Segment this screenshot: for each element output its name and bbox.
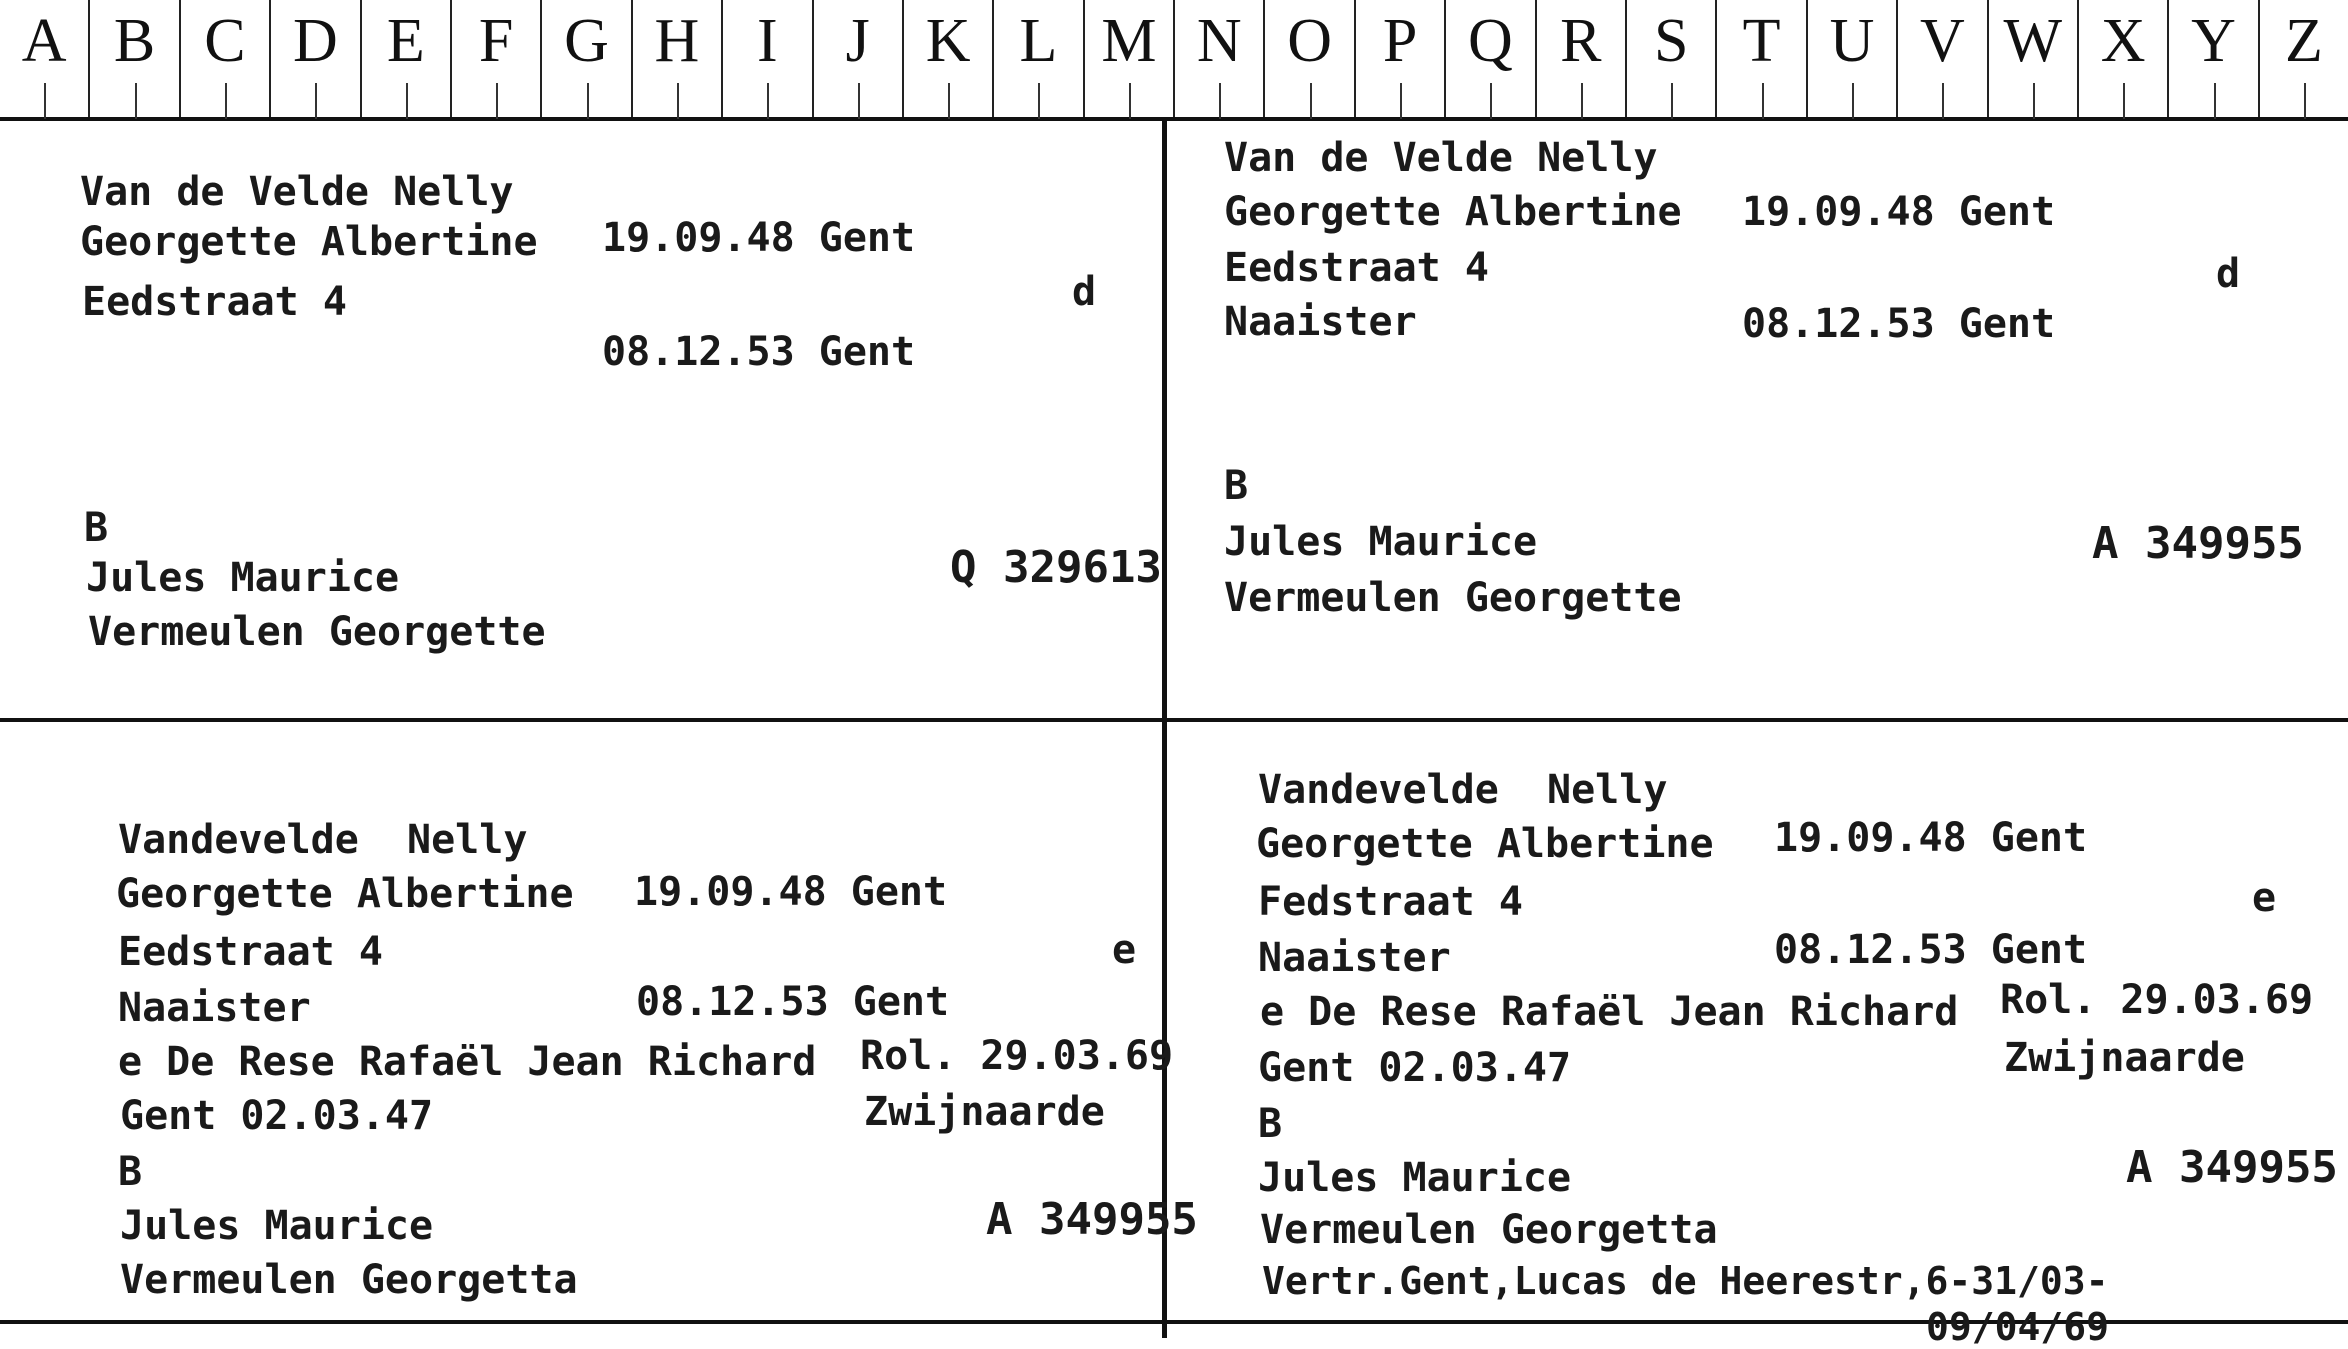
card-name: Vandevelde Nelly	[118, 817, 528, 863]
index-tab-r: R	[1537, 0, 1627, 117]
index-tab-a: A	[0, 0, 90, 117]
card-father: Jules Maurice	[86, 555, 400, 601]
card-given-names: Georgette Albertine	[116, 871, 574, 917]
alphabet-index-strip	[0, 0, 2348, 121]
card-number: Q 329613	[950, 542, 1162, 593]
index-tab-w: W	[1989, 0, 2079, 117]
index-tab-l: L	[994, 0, 1084, 117]
index-tab-p: P	[1356, 0, 1446, 117]
index-tab-z: Z	[2260, 0, 2348, 117]
index-tab-k: K	[904, 0, 994, 117]
index-tab-h: H	[633, 0, 723, 117]
card-number: A 349955	[2126, 1142, 2338, 1193]
index-tab-i: I	[723, 0, 813, 117]
card-occupation: Naaister	[1258, 935, 1451, 981]
card-place: Zwijnaarde	[2004, 1035, 2245, 1081]
card-father: Jules Maurice	[1258, 1155, 1572, 1201]
card-mark: e	[2252, 875, 2277, 921]
card-departure: Vertr.Gent,Lucas de Heerestr,6-31/03-	[1262, 1259, 2109, 1303]
index-tab-c: C	[181, 0, 271, 117]
card-spouse: e De Rese Rafaël Jean Richard	[118, 1039, 817, 1085]
card-name: Van de Velde Nelly	[1224, 135, 1658, 181]
card-birth: 19.09.48 Gent	[1774, 815, 2088, 861]
index-tab-j: J	[814, 0, 904, 117]
card-marriage: Rol. 29.03.69	[2000, 977, 2314, 1023]
index-tab-o: O	[1265, 0, 1355, 117]
index-tab-v: V	[1898, 0, 1988, 117]
card-given-names: Georgette Albertine	[80, 219, 538, 265]
index-tab-y: Y	[2169, 0, 2259, 117]
card-date2: 08.12.53 Gent	[636, 979, 950, 1025]
card-occupation: Naaister	[1224, 299, 1417, 345]
card-departure-date: 09/04/69	[1926, 1305, 2110, 1349]
index-tab-t: T	[1717, 0, 1807, 117]
card-address: Fedstraat 4	[1258, 879, 1523, 925]
card-birth: 19.09.48 Gent	[1742, 189, 2056, 235]
card-father: Jules Maurice	[1224, 519, 1538, 565]
card-given-names: Georgette Albertine	[1256, 821, 1714, 867]
card-mark: e	[1112, 927, 1137, 973]
card-mother: Vermeulen Georgetta	[1260, 1207, 1718, 1253]
card-father: Jules Maurice	[120, 1203, 434, 1249]
card-spouse-birth: Gent 02.03.47	[120, 1093, 434, 1139]
card-place: Zwijnaarde	[864, 1089, 1105, 1135]
index-tab-e: E	[362, 0, 452, 117]
card-address: Eedstraat 4	[82, 279, 347, 325]
card-letter: B	[1224, 463, 1249, 509]
card-mark: d	[1072, 269, 1097, 315]
card-address: Eedstraat 4	[1224, 245, 1489, 291]
card-mother: Vermeulen Georgette	[88, 609, 546, 655]
card-mother: Vermeulen Georgetta	[120, 1257, 578, 1303]
card-number: A 349955	[2092, 518, 2304, 569]
card-letter: B	[1258, 1101, 1283, 1147]
horizontal-divider	[0, 718, 2348, 722]
card-occupation: Naaister	[118, 985, 311, 1031]
index-tab-s: S	[1627, 0, 1717, 117]
card-birth: 19.09.48 Gent	[634, 869, 948, 915]
card-mark: d	[2216, 251, 2241, 297]
index-tab-u: U	[1808, 0, 1898, 117]
index-tab-d: D	[271, 0, 361, 117]
index-tab-f: F	[452, 0, 542, 117]
card-letter: B	[118, 1149, 143, 1195]
card-address: Eedstraat 4	[118, 929, 383, 975]
card-given-names: Georgette Albertine	[1224, 189, 1682, 235]
card-letter: B	[84, 505, 109, 551]
index-tab-m: M	[1085, 0, 1175, 117]
card-date2: 08.12.53 Gent	[1742, 301, 2056, 347]
card-spouse: e De Rese Rafaël Jean Richard	[1260, 989, 1959, 1035]
card-date2: 08.12.53 Gent	[602, 329, 916, 375]
card-date2: 08.12.53 Gent	[1774, 927, 2088, 973]
card-mother: Vermeulen Georgette	[1224, 575, 1682, 621]
card-name: Vandevelde Nelly	[1258, 767, 1668, 813]
index-tab-x: X	[2079, 0, 2169, 117]
vertical-divider	[1162, 117, 1167, 1338]
index-tab-b: B	[90, 0, 180, 117]
card-birth: 19.09.48 Gent	[602, 215, 916, 261]
index-tab-q: Q	[1446, 0, 1536, 117]
index-tab-n: N	[1175, 0, 1265, 117]
card-marriage: Rol. 29.03.69	[860, 1033, 1174, 1079]
card-name: Van de Velde Nelly	[80, 169, 514, 215]
card-number: A 349955	[986, 1194, 1198, 1245]
index-tab-g: G	[542, 0, 632, 117]
card-spouse-birth: Gent 02.03.47	[1258, 1045, 1572, 1091]
